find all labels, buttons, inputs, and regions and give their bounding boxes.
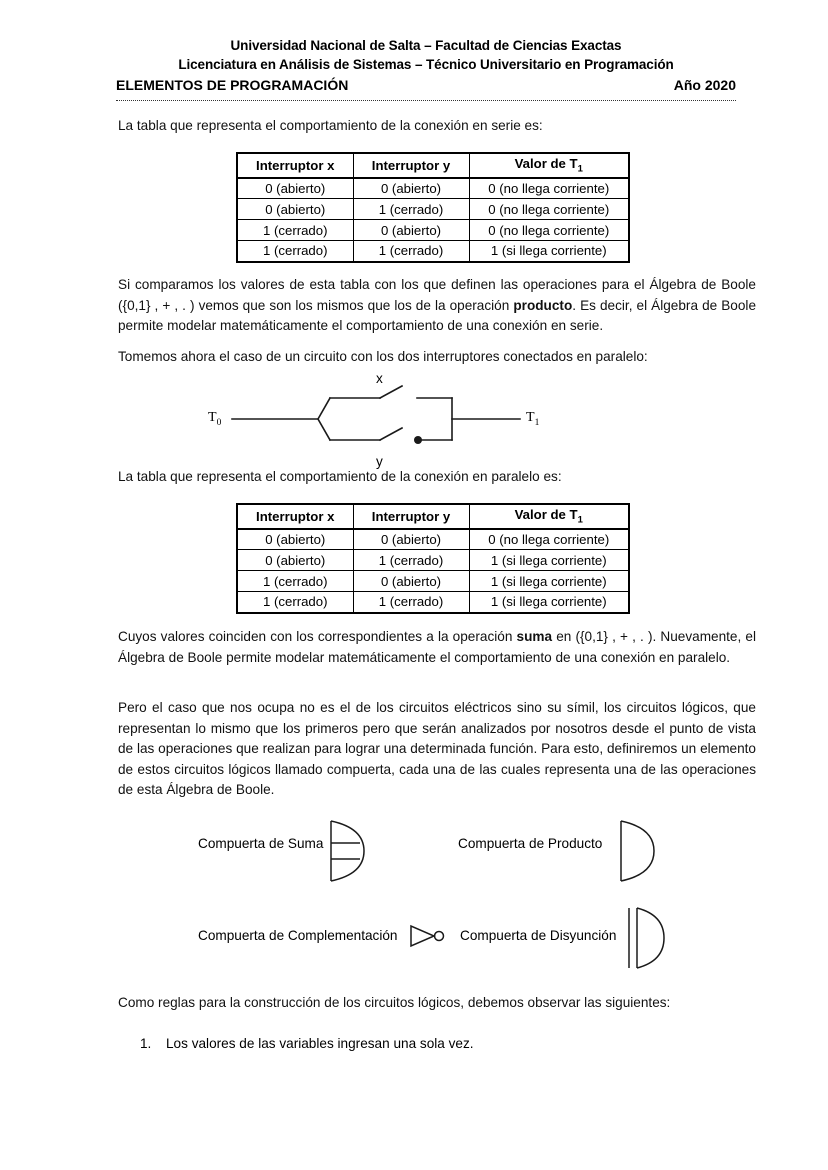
cell-x: 0 (abierto) xyxy=(237,178,353,199)
switch-label-x: x xyxy=(376,371,383,386)
col-header-interruptor-y: Interruptor y xyxy=(353,504,469,529)
gate-label-producto: Compuerta de Producto xyxy=(458,836,603,851)
after-paralelo-bold: suma xyxy=(516,629,553,644)
cell-x: 1 (cerrado) xyxy=(237,241,353,262)
xor-gate-icon xyxy=(626,905,670,971)
terminal-label-t1: $T_1$ xyxy=(526,410,540,428)
cell-y: 1 (cerrado) xyxy=(353,199,469,220)
header-career-line: Licenciatura en Análisis de Sistemas – Técnico Universitario en Programación xyxy=(178,57,674,72)
col-header-valor-t1: Valor de $T_1$ xyxy=(469,153,629,178)
or-gate-icon xyxy=(328,818,372,884)
cell-y: 0 (abierto) xyxy=(353,220,469,241)
cell-t1: 1 (si llega corriente) xyxy=(469,592,629,613)
cell-t1: 1 (si llega corriente) xyxy=(469,550,629,571)
cell-x: 0 (abierto) xyxy=(237,550,353,571)
cell-x: 1 (cerrado) xyxy=(237,592,353,613)
rule-number: 1. xyxy=(140,1036,152,1051)
list-item xyxy=(140,1034,760,1054)
cell-y: 1 (cerrado) xyxy=(353,592,469,613)
cell-y: 0 (abierto) xyxy=(353,571,469,592)
switch-label-y: y xyxy=(376,454,383,469)
gate-label-suma: Compuerta de Suma xyxy=(198,836,324,851)
after-paralelo-text-1: Cuyos valores coinciden con los correspondientes a la operación xyxy=(118,629,517,644)
header-year: Año 2020 xyxy=(673,77,736,93)
header-subject: ELEMENTOS DE PROGRAMACIÓN xyxy=(116,77,349,93)
gate-label-complementacion: Compuerta de Complementación xyxy=(198,928,398,943)
col-header-interruptor-x: Interruptor x xyxy=(237,504,353,529)
paragraph-reglas-intro: Como reglas para la construcción de los circuitos lógicos, debemos observar las siguientes: xyxy=(118,995,671,1010)
paragraph-intro-serie: La tabla que representa el comportamiento de la conexión en serie es: xyxy=(118,118,543,133)
cell-y: 1 (cerrado) xyxy=(353,241,469,262)
paragraph-paralelo-intro: Tomemos ahora el caso de un circuito con los dos interruptores conectados en paralelo: xyxy=(118,349,648,364)
col-header-valor-t1: Valor de $T_1$ xyxy=(469,504,629,529)
cell-t1: 1 (si llega corriente) xyxy=(469,571,629,592)
after-serie-bold: producto xyxy=(513,297,573,313)
cell-t1: 0 (no llega corriente) xyxy=(469,529,629,550)
cell-x: 1 (cerrado) xyxy=(237,571,353,592)
header-university-line: Universidad Nacional de Salta – Facultad de Ciencias Exactas xyxy=(230,38,622,53)
after-serie-text-1: Si comparamos los valores de esta tabla con los que definen las operaciones para el Álgebra de Boole ({0,1} , + , . ) vemos que son los mismos que los de la operación xyxy=(118,277,756,313)
col-header-interruptor-y: Interruptor y xyxy=(353,153,469,178)
cell-y: 0 (abierto) xyxy=(353,178,469,199)
cell-y: 0 (abierto) xyxy=(353,529,469,550)
paragraph-intro-paralelo: La tabla que representa el comportamiento de la conexión en paralelo es: xyxy=(118,469,562,484)
rule-text: Los valores de las variables ingresan una sola vez. xyxy=(166,1036,474,1051)
cell-x: 0 (abierto) xyxy=(237,529,353,550)
after-paralelo-text-2: en ({0,1} , + , . ). Nuevamente, el Álgebra de Boole permite modelar matemáticamente el comportamiento de una conexión en paralelo. xyxy=(118,629,756,665)
after-serie-text-2: . Es decir, el Álgebra de Boole permite modelar matemáticamente el comportamiento de una conexión en serie. xyxy=(118,297,756,333)
cell-t1: 1 (si llega corriente) xyxy=(469,241,629,262)
cell-y: 1 (cerrado) xyxy=(353,550,469,571)
not-gate-icon xyxy=(408,923,450,949)
cell-t1: 0 (no llega corriente) xyxy=(469,178,629,199)
gate-label-disyuncion: Compuerta de Disyunción xyxy=(460,928,617,943)
and-gate-icon xyxy=(618,818,662,884)
paragraph-circuitos-logicos: Pero el caso que nos ocupa no es el de los circuitos eléctricos sino su símil, los circuitos lógicos, que representan lo mismo que los primeros pero que serán analizados por nosotros desde el punto de vista de las operaciones que realizan para lograr una determinada función. Para esto, definiremos un elemento de estos circuitos lógicos llamado compuerta, cada una de las cuales representa una de las operaciones de esta Álgebra de Boole. xyxy=(118,700,756,797)
col-header-interruptor-x: Interruptor x xyxy=(237,153,353,178)
cell-x: 0 (abierto) xyxy=(237,199,353,220)
cell-x: 1 (cerrado) xyxy=(237,220,353,241)
terminal-label-t0: $T_0$ xyxy=(208,410,222,428)
cell-t1: 0 (no llega corriente) xyxy=(469,199,629,220)
cell-t1: 0 (no llega corriente) xyxy=(469,220,629,241)
